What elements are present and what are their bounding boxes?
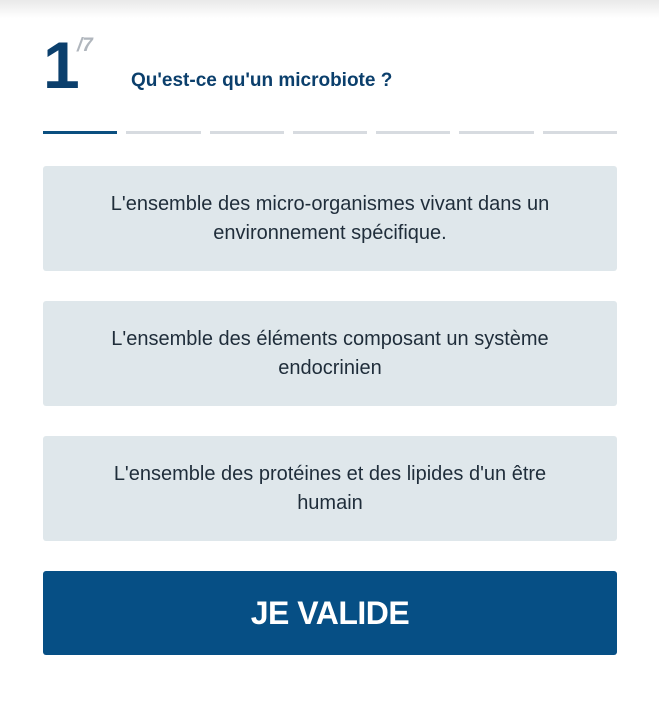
progress-segment (126, 131, 200, 134)
step-total: /7 (77, 35, 93, 56)
question-title: Qu'est-ce qu'un microbiote ? (131, 70, 393, 91)
progress-segment (543, 131, 617, 134)
progress-segment (293, 131, 367, 134)
progress-bar (43, 131, 617, 134)
validate-button[interactable]: JE VALIDE (43, 571, 617, 655)
quiz-header (43, 0, 617, 120)
answer-option-2[interactable]: L'ensemble des éléments composant un système endocrinien (43, 301, 617, 406)
progress-segment (210, 131, 284, 134)
step-number: 1 (43, 28, 78, 102)
progress-segment (43, 131, 117, 134)
answer-option-3[interactable]: L'ensemble des protéines et des lipides d'un être humain (43, 436, 617, 541)
progress-segment (376, 131, 450, 134)
quiz-card (43, 0, 617, 631)
progress-segment (459, 131, 533, 134)
answer-list (43, 166, 617, 571)
answer-option-1[interactable]: L'ensemble des micro-organismes vivant dans un environnement spécifique. (43, 166, 617, 271)
